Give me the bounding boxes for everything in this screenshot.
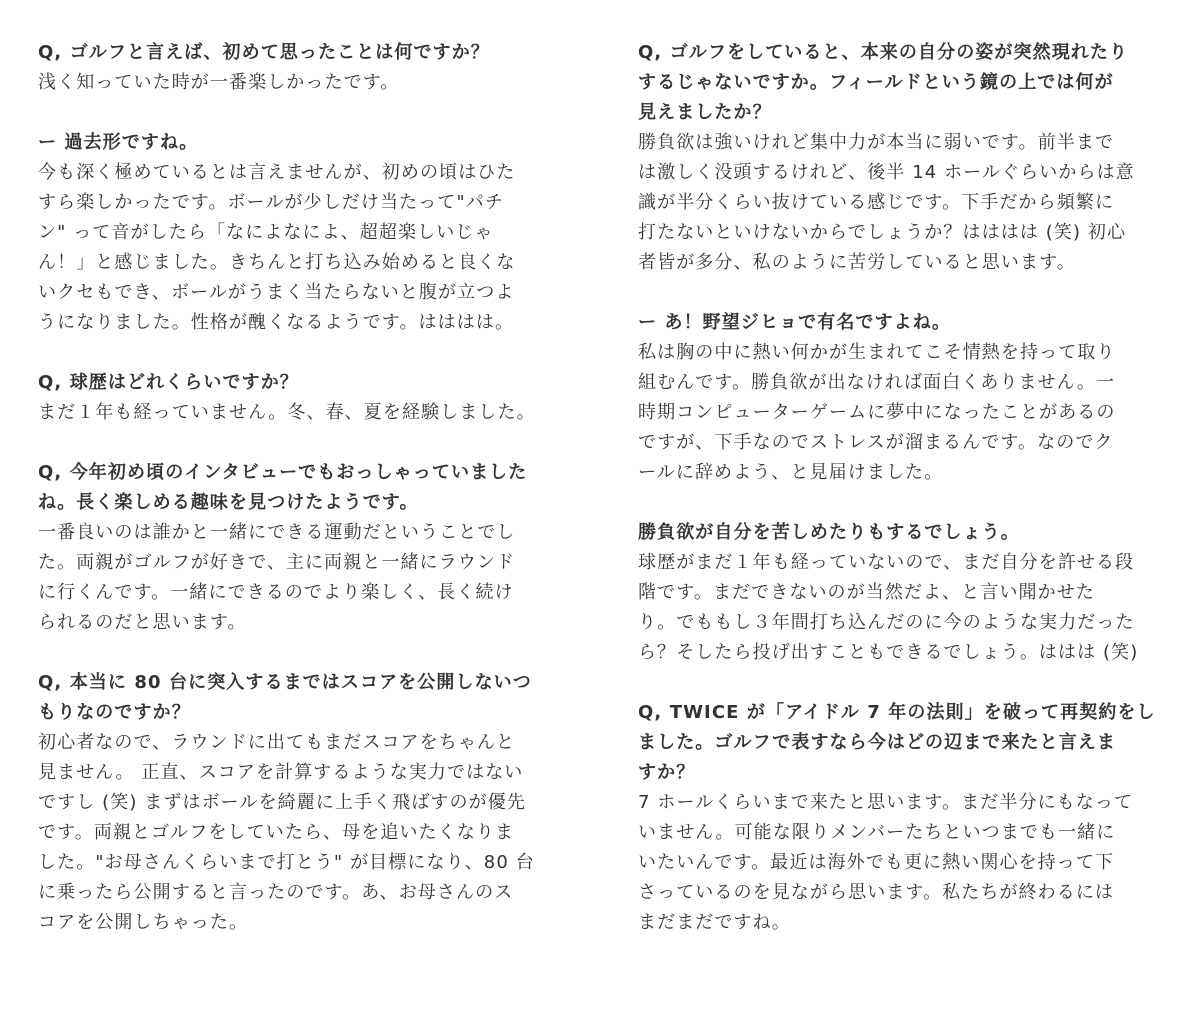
- answer-text: 球歴がまだ１年も経っていないので、まだ自分を許せる段 階です。まだできないのが当然だよ、と言い聞かせた り。でももし３年間打ち込んだのに今のような実力だった ら？そしたら投げ出すこともできるでしょう。ははは (笑): [638, 552, 1139, 663]
- question-text: ー 過去形ですね。: [38, 132, 199, 153]
- answer-text: 浅く知っていた時が一番楽しかったです。: [38, 72, 400, 93]
- question-text: Q, TWICE が「アイドル 7 年の法則」を破って再契約をし ました。ゴルフで表すなら今はどの辺まで来たと言えま すか？: [638, 702, 1156, 783]
- answer-text: 勝負欲は強いけれど集中力が本当に弱いです。前半まで は激しく没頭するけれど、後半 14 ホールぐらいからは意 識が半分くらい抜けている感じです。下手だから頻繁に 打たないといけないからでしょうか？はははは (笑) 初心 者皆が多分、私のように苦労していると思います。: [638, 132, 1135, 273]
- qa-block: [638, 518, 1158, 668]
- answer-text: 今も深く極めているとは言えませんが、初めの頃はひた すら楽しかったです。ボールが少しだけ当たって"パチ ン" って音がしたら「なによなによ、超超楽しいじゃ ん！」と感じました。きちんと打ち込み始めると良くな いクセもでき、ボールがうまく当たらないと腹が立つよ うになりました。性格が醜くなるようです。はははは。: [38, 162, 516, 333]
- question-text: ー あ！野望ジヒョで有名ですよね。: [638, 312, 951, 333]
- answer-text: 一番良いのは誰かと一緒にできる運動だということでし た。両親がゴルフが好きで、主に両親と一緒にラウンド に行くんです。一緒にできるのでより楽しく、長く続け られるのだと思います。: [38, 522, 516, 633]
- question-text: Q, ゴルフをしていると、本来の自分の姿が突然現れたり するじゃないですか。フィールドという鏡の上では何が 見えましたか？: [638, 42, 1129, 123]
- question-text: Q, 今年初め頃のインタビューでもおっしゃっていました ね。長く楽しめる趣味を見つけたようです。: [38, 462, 528, 513]
- answer-text: 私は胸の中に熱い何かが生まれてこそ情熱を持って取り 組むんです。勝負欲が出なければ面白くありません。一 時期コンピューターゲームに夢中になったことがあるの ですが、下手なのでストレスが溜まるんです。なのでク ールに辞めよう、と見届けました。: [638, 342, 1116, 483]
- qa-block: [38, 128, 558, 338]
- left-column: [38, 38, 558, 968]
- qa-block: [638, 308, 1158, 488]
- question-text: Q, ゴルフと言えば、初めて思ったことは何ですか？: [38, 42, 490, 63]
- right-column: [638, 38, 1158, 968]
- qa-block: [38, 38, 558, 98]
- question-text: 勝負欲が自分を苦しめたりもするでしょう。: [638, 522, 1020, 543]
- question-text: Q, 球歴はどれくらいですか？: [38, 372, 299, 393]
- answer-text: 7 ホールくらいまで来たと思います。まだ半分にもなって いません。可能な限りメンバーたちといつまでも一緒に いたいんです。最近は海外でも更に熱い関心を持って下 さっているのを見ながら思います。私たちが終わるには まだまだですね。: [638, 792, 1134, 933]
- answer-text: 初心者なので、ラウンドに出てもまだスコアをちゃんと 見ません。 正直、スコアを計算するような実力ではない ですし (笑) まずはボールを綺麗に上手く飛ばすのが優先 です。両親とゴルフをしていたら、母を追いたくなりま した。"お母さんくらいまで打とう" が目標になり、80 台 に乗ったら公開すると言ったのです。あ、お母さんのス コアを公開しちゃった。: [38, 732, 535, 933]
- qa-block: [38, 458, 558, 638]
- qa-block: [38, 368, 558, 428]
- qa-block: [638, 38, 1158, 278]
- qa-block: [638, 698, 1158, 938]
- answer-text: まだ１年も経っていません。冬、春、夏を経験しました。: [38, 402, 536, 423]
- qa-block: [38, 668, 558, 938]
- question-text: Q, 本当に 80 台に突入するまではスコアを公開しないつ もりなのですか？: [38, 672, 532, 723]
